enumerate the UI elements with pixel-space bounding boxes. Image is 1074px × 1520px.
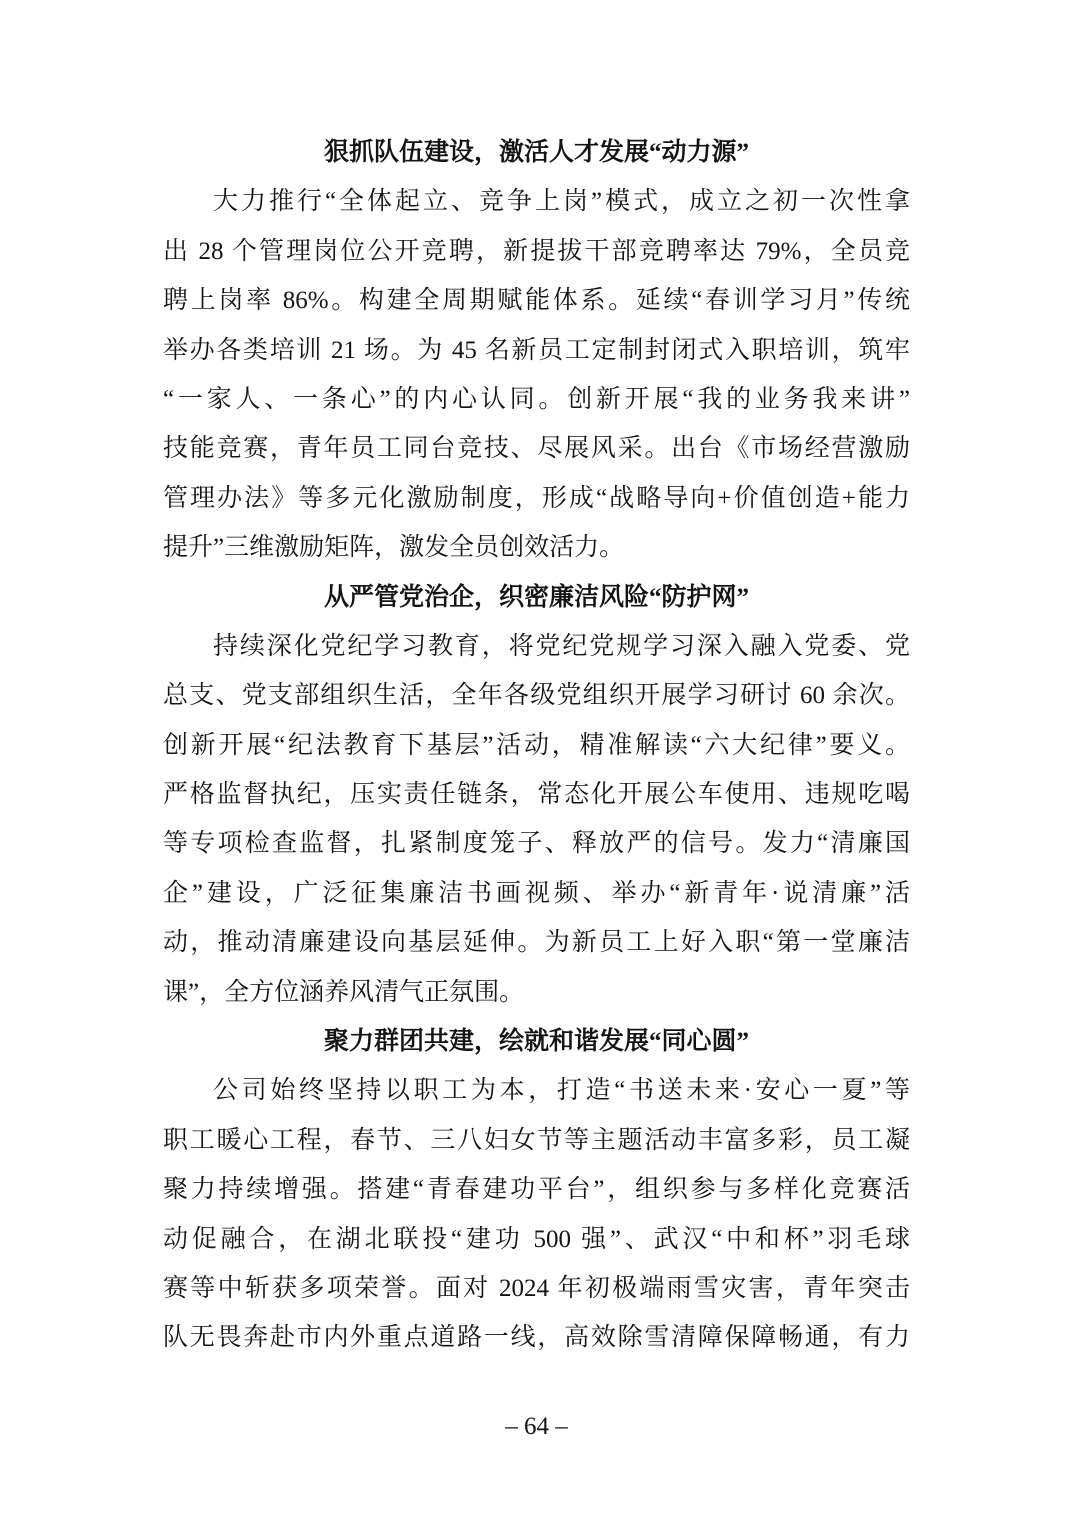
text-line: 课”，全方位涵养风清气正氛围。 — [163, 978, 525, 1006]
page-number: – 64 – — [505, 1413, 568, 1440]
text-line: 严格监督执纪，压实责任链条，常态化开展公车使用、违规吃喝 — [163, 781, 910, 809]
section-heading: 聚力群团共建，绘就和谐发展“同心圆” — [323, 1028, 749, 1056]
section — [163, 573, 910, 1018]
text-line: 举办各类培训 21 场。为 45 名新员工定制封闭式入职培训，筑牢 — [163, 336, 910, 364]
text-line: 管理办法》等多元化激励制度，形成“战略导向+价值创造+能力 — [163, 484, 910, 512]
text-line: 动促融合，在湖北联投“建功 500 强”、武汉“中和杯”羽毛球 — [163, 1225, 910, 1253]
text-line: 技能竞赛，青年员工同台竞技、尽展风采。出台《市场经营激励 — [163, 435, 910, 463]
text-line: 职工暖心工程，春节、三八妇女节等主题活动丰富多彩，员工凝 — [163, 1126, 910, 1154]
text-line: 创新开展“纪法教育下基层”活动，精准解读“六大纪律”要义。 — [163, 731, 910, 759]
text-line: 出 28 个管理岗位公开竞聘，新提拔干部竞聘率达 79%，全员竞 — [163, 237, 910, 265]
text-line: 等专项检查监督，扎紧制度笼子、释放严的信号。发力“清廉国 — [163, 830, 910, 858]
text-line: 持续深化党纪学习教育，将党纪党规学习深入融入党委、党 — [213, 632, 910, 660]
text-line: 动，推动清廉建设向基层延伸。为新员工上好入职“第一堂廉洁 — [163, 929, 910, 957]
document-body — [163, 128, 910, 1363]
section — [163, 128, 910, 573]
text-line: 队无畏奔赴市内外重点道路一线，高效除雪清障保障畅通，有力 — [163, 1324, 910, 1352]
text-line: 公司始终坚持以职工为本，打造“书送未来·安心一夏”等 — [213, 1077, 910, 1105]
text-line: 企”建设，广泛征集廉洁书画视频、举办“新青年·说清廉”活 — [163, 879, 910, 907]
text-line: 大力推行“全体起立、竞争上岗”模式，成立之初一次性拿 — [213, 188, 910, 216]
text-line: 提升”三维激励矩阵，激发全员创效活力。 — [163, 534, 625, 562]
text-line: 聚力持续增强。搭建“青春建功平台”，组织参与多样化竞赛活 — [163, 1176, 910, 1204]
text-line: 聘上岗率 86%。构建全周期赋能体系。延续“春训学习月”传统 — [163, 287, 910, 315]
text-line: 总支、党支部组织生活，全年各级党组织开展学习研讨 60 余次。 — [163, 682, 910, 710]
text-line: 赛等中斩获多项荣誉。面对 2024 年初极端雨雪灾害，青年突击 — [163, 1274, 910, 1302]
section-heading: 从严管党治企，织密廉洁风险“防护网” — [323, 583, 749, 611]
text-line: “一家人、一条心”的内心认同。创新开展“我的业务我来讲” — [163, 385, 910, 413]
section — [163, 1017, 910, 1363]
section-heading: 狠抓队伍建设，激活人才发展“动力源” — [323, 139, 749, 166]
